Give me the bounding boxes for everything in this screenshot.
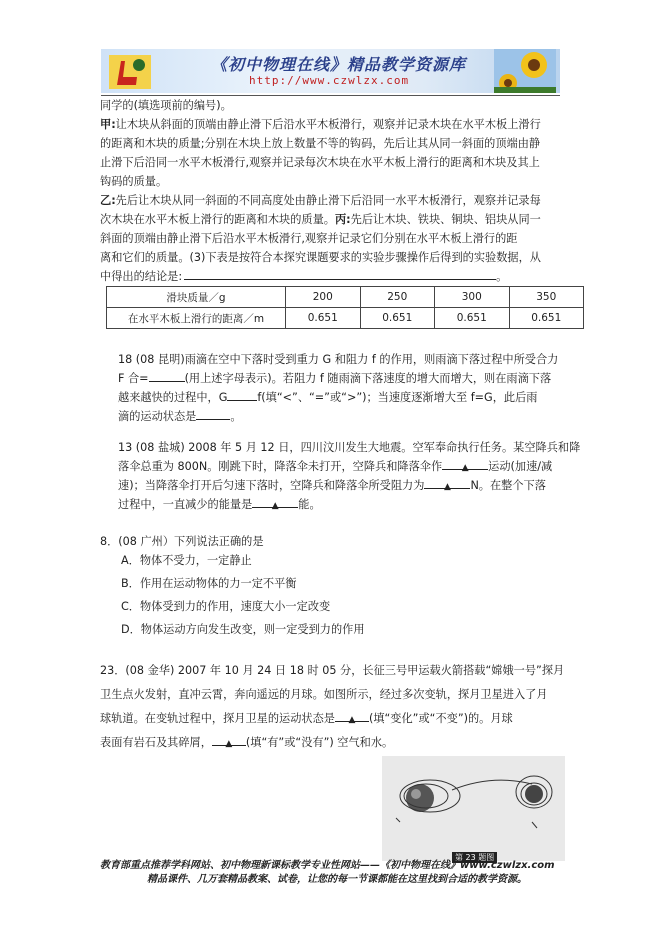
table-cell: 0.651 [360,308,435,329]
answer-triangle-icon: ▲ [225,739,233,749]
sunflower-icon [494,49,556,93]
table-row [107,287,584,308]
q13-line4: 过程中，一直减少的能量是 ▲ 能。 [118,495,321,514]
q13-blank-3[interactable] [252,495,298,511]
table-cell: 0.651 [435,308,510,329]
q18-line3: 越来越快的过程中，G f(填“<”、“=”或“>”)；当速度逐渐增大至 f=G，此后雨 [118,388,537,407]
q13-blank-2[interactable] [424,476,470,492]
option-jia-label: 甲: [100,118,116,131]
q23-line4: 表面有岩石及其碎屑， ▲ (填“有”或“没有”) 空气和水。 [100,733,393,752]
table-cell: 200 [286,287,361,308]
lunar-orbit-figure [382,756,565,861]
q23-line2: 卫生点火发射，直冲云霄，奔向遥远的月球。如图所示，经过多次变轨，探月卫星进入了月 [100,688,548,701]
table-cell: 0.651 [286,308,361,329]
q13-line2: 落伞总重为 800N。刚跳下时，降落伞未打开，空降兵和降落伞作 ▲ 运动(加速/减 [118,457,552,476]
q13-line3: 速)；当降落伞打开后匀速下落时，空降兵和降落伞所受阻力为 ▲ N。在整个下落 [118,476,546,495]
q18-line2: F 合= (用上述字母表示)。若阻力 f 随雨滴下落速度的增大而增大，则在雨滴下落 [118,369,551,388]
q8-option-d[interactable]: D．物体运动方向发生改变，则一定受到力的作用 [121,623,365,636]
q-prev-jia-line1: 甲:让木块从斜面的顶端由静止滑下后沿水平木板滑行，观察并记录木块在水平木板上滑行 [100,118,541,131]
table-row [107,308,584,329]
q8-option-c[interactable]: C．物体受到力的作用，速度大小一定改变 [121,600,331,613]
answer-triangle-icon: ▲ [461,463,469,473]
q18-line1: 18 (08 昆明)雨滴在空中下落时受到重力 G 和阻力 f 的作用，则雨滴下落过程中所受合力 [118,353,559,366]
q18-line4: 滴的运动状态是 。 [118,407,242,426]
q23-line1: 23．(08 金华) 2007 年 10 月 24 日 18 时 05 分，长征三号甲运载火箭搭载“嫦娥一号”探月 [100,664,565,677]
footer-line2: 精品课件、几万套精品教案、试卷，让您的每一节课都能在这里找到合适的教学资源。 [147,874,527,885]
table-row-label: 在水平木板上滑行的距离／m [107,308,286,329]
table-row-label: 滑块质量／g [107,287,286,308]
site-banner [101,49,560,93]
q-prev-yi-line1: 乙:先后让木块从同一斜面的不同高度处由静止滑下后沿同一水平木板滑行，观察并记录每 [100,194,541,207]
q8-option-b[interactable]: B．作用在运动物体的力一定不平衡 [121,577,297,590]
table-cell: 250 [360,287,435,308]
q-prev-line1: 同学的(填选项前的编号)。 [100,99,232,112]
answer-triangle-icon: ▲ [348,715,356,725]
site-logo-icon [107,53,153,91]
site-title: 《初中物理在线》精品教学资源库 [211,55,467,74]
q13-line1: 13 (08 盐城) 2008 年 5 月 12 日，四川汶川发生大地震。空军奉命执行任务。某空降兵和降 [118,441,581,454]
q-prev-jia-line3: 止滑下后沿同一水平木板滑行,观察并记录每次木块在水平木板上滑行的距离和木块及其上 [100,156,540,169]
orbit-diagram-icon [382,756,565,861]
q-prev-jia-line4: 钩码的质量。 [100,175,168,188]
option-bing-label: 丙: [334,213,351,226]
q18-blank-1[interactable] [149,369,185,382]
q8-stem: 8．(08 广州）下列说法正确的是 [100,535,264,548]
conclusion-blank[interactable] [184,267,496,280]
q18-blank-2[interactable] [227,388,257,401]
q13-blank-1[interactable] [442,457,488,473]
q8-option-a[interactable]: A．物体不受力，一定静止 [121,554,252,567]
q-prev-bing-line4: 中得出的结论是: 。 [100,267,507,286]
option-yi-label: 乙: [100,194,116,207]
answer-triangle-icon: ▲ [271,501,279,511]
q23-blank-1[interactable] [335,709,369,725]
q-prev-jia-line2: 的距离和木块的质量;分别在木块上放上数量不等的钩码，先后让其从同一斜面的顶端由静 [100,137,541,150]
q-prev-yi-line2: 次木块在水平木板上滑行的距离和木块的质量。丙:先后让木块、铁块、铜块、铝块从同一 [100,213,541,226]
q18-blank-3[interactable] [196,407,230,420]
q23-line3: 球轨道。在变轨过程中，探月卫星的运动状态是 ▲ (填“变化”或“不变”)的。月球 [100,709,513,728]
answer-triangle-icon: ▲ [443,482,451,492]
table-cell: 350 [509,287,584,308]
q-prev-bing-line2: 斜面的顶端由静止滑下后沿水平木板滑行,观察并记录它们分别在水平木板上滑行的距 [100,232,518,245]
q-prev-bing-line3: 离和它们的质量。(3)下表是按符合本探究课题要求的实验步骤操作后得到的实验数据，从 [100,251,541,264]
footer-line1: 教育部重点推荐学科网站、初中物理新课标教学专业性网站——《初中物理在线》www.czwlzx.com [100,860,555,871]
site-url[interactable]: http://www.czwlzx.com [249,74,410,87]
table-cell: 0.651 [509,308,584,329]
experiment-data-table [106,286,584,329]
table-cell: 300 [435,287,510,308]
q23-blank-2[interactable] [212,733,246,749]
figure-caption: 第 23 题图 [452,852,497,863]
